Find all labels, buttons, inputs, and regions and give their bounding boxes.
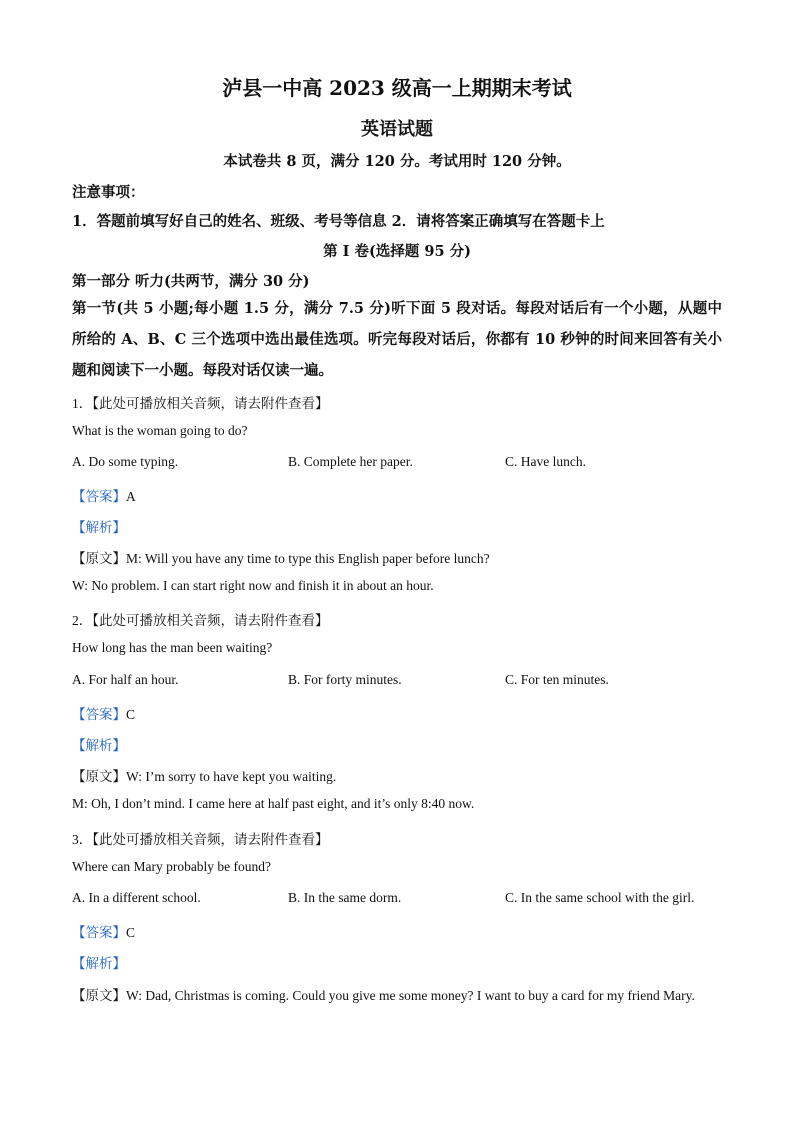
- question-stem: Where can Mary probably be found?: [72, 859, 272, 874]
- volume-heading: 第 I 卷(选择题 95 分): [323, 243, 471, 260]
- original-label: 【原文】: [72, 988, 126, 1003]
- question-number: 1．【此处可播放相关音频，请去附件查看】: [72, 396, 329, 411]
- analysis-label: 【解析】: [72, 738, 126, 753]
- option-b: B. For forty minutes.: [288, 672, 402, 687]
- question-number: 2．【此处可播放相关音频，请去附件查看】: [72, 613, 329, 628]
- transcript-line: [72, 765, 336, 785]
- analysis-label: 【解析】: [72, 520, 126, 535]
- transcript-text: W: Dad, Christmas is coming. Could you give me some money? I want to buy a card for my friend Mary.: [126, 988, 695, 1003]
- transcript-text: W: No problem. I can start right now and finish it in about an hour.: [72, 578, 434, 593]
- transcript-text: M: Will you have any time to type this English paper before lunch?: [126, 551, 490, 566]
- answer-line: [72, 703, 135, 723]
- part-heading: 第一部分 听力(共两节，满分 30 分): [72, 273, 310, 290]
- original-label: 【原文】: [72, 769, 126, 784]
- question-stem: What is the woman going to do?: [72, 423, 248, 438]
- transcript-line: [72, 984, 695, 1004]
- transcript-text: M: Oh, I don’t mind. I came here at half past eight, and it’s only 8:40 now.: [72, 796, 475, 811]
- option-c: C. In the same school with the girl.: [505, 890, 695, 905]
- option-a: A. Do some typing.: [72, 454, 179, 469]
- answer-line: [72, 921, 135, 941]
- answer-value: C: [126, 707, 136, 722]
- option-a: A. In a different school.: [72, 890, 201, 905]
- answer-value: A: [126, 489, 136, 504]
- notice-heading: 注意事项：: [72, 184, 145, 201]
- notice-item: 1．答题前填写好自己的姓名、班级、考号等信息 2．请将答案正确填写在答题卡上: [72, 213, 605, 230]
- exam-info: 本试卷共 8 页，满分 120 分。考试用时 120 分钟。: [223, 153, 571, 170]
- option-c: C. For ten minutes.: [505, 672, 609, 687]
- option-b: B. In the same dorm.: [288, 890, 402, 905]
- answer-label: 【答案】: [72, 925, 126, 940]
- transcript-line: [72, 547, 490, 567]
- original-label: 【原文】: [72, 551, 126, 566]
- answer-value: C: [126, 925, 136, 940]
- exam-subtitle: 英语试题: [361, 119, 433, 140]
- option-a: A. For half an hour.: [72, 672, 179, 687]
- question-number: 3．【此处可播放相关音频，请去附件查看】: [72, 832, 329, 847]
- answer-label: 【答案】: [72, 707, 126, 722]
- option-b: B. Complete her paper.: [288, 454, 413, 469]
- exam-title: 泸县一中高 2023 级高一上期期末考试: [222, 76, 572, 100]
- option-c: C. Have lunch.: [505, 454, 586, 469]
- answer-label: 【答案】: [72, 489, 126, 504]
- question-stem: How long has the man been waiting?: [72, 640, 273, 655]
- section-instructions: 第一节(共 5 小题;每小题 1.5 分，满分 7.5 分)听下面 5 段对话。每段对话后有一个小题，从题中所给的 A、B、C 三个选项中选出最佳选项。听完每段对话后，你都有 10 秒钟的时间来回答有关小题和阅读下一小题。每段对话仅读一遍。: [72, 300, 722, 379]
- analysis-label: 【解析】: [72, 956, 126, 971]
- transcript-text: W: I’m sorry to have kept you waiting.: [126, 769, 337, 784]
- answer-line: [72, 485, 136, 505]
